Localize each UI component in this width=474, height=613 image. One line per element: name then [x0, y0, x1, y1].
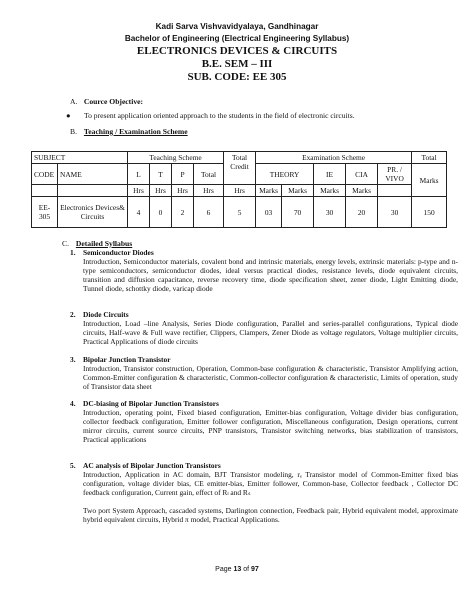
cia-units: Marks	[314, 185, 346, 197]
section-c-title: Detailed Syllabus	[75, 239, 133, 248]
code-header: CODE	[32, 164, 58, 185]
objective-bullet	[66, 111, 355, 120]
total-credit-header	[224, 152, 256, 185]
p-units: Hrs	[172, 185, 194, 197]
section-b-title: Teaching / Examination Scheme	[83, 127, 188, 136]
row-code: EE-305	[32, 197, 58, 228]
item-number: 4.	[70, 399, 76, 408]
item-title: Diode Circuits	[83, 310, 129, 319]
page-total: 97	[251, 566, 259, 573]
page-word: Page	[215, 566, 232, 573]
item-body: Introduction, Semiconductor materials, covalent bond and intrinsic materials, energy levels, extrinsic materials: p-type and n-type semiconductors, semiconductor diodes, ideal versus practical diodes, resistance levels, diode equivalent circuits, transition and diffusion capacitance, reverse recovery time, diode specification sheet, zener diode, Light Emitting diode, Tunnel diode, schottky diode, varicap diode	[83, 257, 458, 293]
t-units: Hrs	[150, 185, 172, 197]
item-number: 5.	[70, 461, 76, 470]
row-total-marks: 150	[412, 197, 447, 228]
total-label: Total	[232, 153, 248, 162]
scheme-table	[31, 151, 447, 228]
row-p: 2	[172, 197, 194, 228]
pr-viva-header: PR. / VIVO	[378, 164, 412, 185]
program-name: Bachelor of Engineering (Electrical Engineering Syllabus)	[124, 34, 350, 43]
exam-scheme-header: Examination Scheme	[256, 152, 412, 164]
item-number: 1.	[70, 248, 76, 257]
item-number: 2.	[70, 310, 76, 319]
row-total: 6	[194, 197, 224, 228]
p-header: P	[172, 164, 194, 185]
item-body: Introduction, Application in AC domain, BJT Transistor modeling, rₑ Transistor model of Common-Emitter fixed bias configuration, voltage divider bias, CE emitter-bias, Emitter follower, Common-base, Collector feedback , Collector DC feedback configuration, Current gain, effect of Rₗ and Rₛ	[83, 470, 458, 497]
total-hrs-header: Total	[194, 164, 224, 185]
pr-units: Marks	[346, 185, 378, 197]
row-theory-hrs: 03	[256, 197, 282, 228]
ie-units: Marks	[282, 185, 314, 197]
bullet-icon: ●	[66, 111, 71, 120]
row-name: Electronics Devices& Circuits	[58, 197, 128, 228]
subject-header: SUBJECT	[32, 152, 128, 164]
l-header: L	[128, 164, 150, 185]
section-c-label: C.	[62, 239, 69, 248]
credit-label: Credit	[230, 162, 249, 171]
t-header: T	[150, 164, 172, 185]
row-ie: 30	[314, 197, 346, 228]
course-title: ELECTRONICS DEVICES & CIRCUITS	[136, 45, 338, 57]
university-name: Kadi Sarva Vishvavidyalaya, Gandhinagar	[155, 22, 319, 31]
table-header-row-1	[32, 152, 447, 164]
item-body: Introduction, Transistor construction, Operation, Common-base configuration & characteristic, Transistor Amplifying action, Common-Emitter configuration & characteristic, Common-collector configuration & characteristic, Limits of operation, study of Transistor data sheet	[83, 364, 458, 391]
section-a-heading	[70, 97, 143, 106]
row-l: 4	[128, 197, 150, 228]
page-number: 13	[233, 566, 242, 573]
theory-hrs-units: Hrs	[224, 185, 256, 197]
name-header: NAME	[58, 164, 128, 185]
item-title: DC-biasing of Bipolar Junction Transistors	[83, 399, 219, 408]
section-a-title: Cource Objective:	[83, 97, 144, 106]
table-units-row	[32, 185, 447, 197]
theory-marks-units: Marks	[256, 185, 282, 197]
item-title: AC analysis of Bipolar Junction Transistors	[83, 461, 221, 470]
row-pr: 30	[378, 197, 412, 228]
marks-header: Marks	[412, 164, 447, 197]
item-body: Introduction, Load –line Analysis, Series Diode configuration, Parallel and series-parallel configurations, Typical diode circuits, Half-wave & Full wave rectifier, Clippers, Clampers, Zener Diode as voltage regulators, Voltage multiplier circuits, Practical Applications of diode circuits	[83, 319, 458, 346]
row-t: 0	[150, 197, 172, 228]
of-word: of	[243, 566, 250, 573]
item-title: Bipolar Junction Transistor	[83, 355, 171, 364]
cia-header: CIA	[346, 164, 378, 185]
ie-header: IE	[314, 164, 346, 185]
item-body-continued: Two port System Approach, cascaded systems, Darlington connection, Feedback pair, Hybrid equivalent model, approximate hybrid equivalent circuits, Hybrid π model, Practical Applications.	[83, 506, 458, 524]
total-units: Hrs	[194, 185, 224, 197]
item-number: 3.	[70, 355, 76, 364]
item-body: Introduction, operating point, Fixed biased configuration, Emitter-bias configuration, Voltage divider bias configuration, collector feedback configuration, Emitter follower configuration, Miscellaneous configuration, Design operations, current mirror circuits, current source circuits, PNP transistors, Transistor switching networks, bias stabilization of transistors, Practical applications	[83, 408, 458, 444]
row-cia: 20	[346, 197, 378, 228]
total-header: Total	[412, 152, 447, 164]
page-footer	[0, 566, 474, 573]
section-a-label: A.	[70, 97, 78, 106]
units-blank-1	[32, 185, 58, 197]
l-units: Hrs	[128, 185, 150, 197]
section-b-label: B.	[70, 127, 77, 136]
item-title: Semiconductor Diodes	[83, 248, 154, 257]
units-blank-2	[58, 185, 128, 197]
semester-label: B.E. SEM – III	[201, 58, 273, 70]
subject-code: SUB. CODE: EE 305	[187, 71, 287, 83]
objective-text: To present application oriented approach to the students in the field of electronic circuits.	[84, 111, 355, 120]
section-c-heading	[62, 239, 132, 248]
teaching-scheme-header: Teaching Scheme	[128, 152, 224, 164]
row-theory-marks: 70	[282, 197, 314, 228]
table-row	[32, 197, 447, 228]
section-b-heading	[70, 127, 188, 136]
theory-header: THEORY	[256, 164, 314, 185]
row-credit: 5	[224, 197, 256, 228]
